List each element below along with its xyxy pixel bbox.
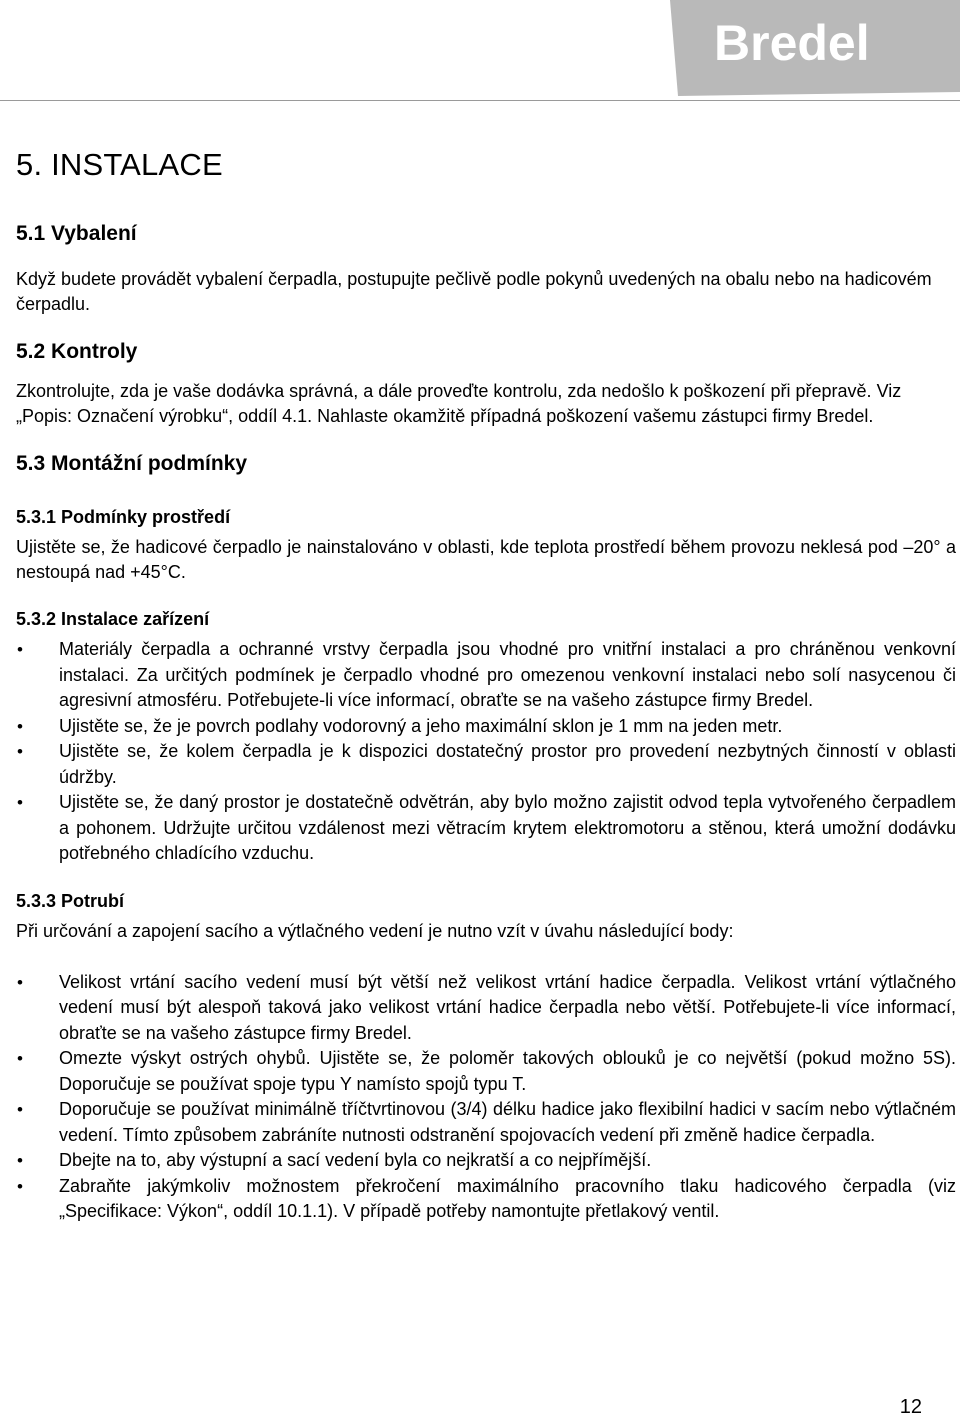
bullet-icon: •	[17, 1100, 23, 1119]
document-body	[16, 145, 956, 1225]
list-item: • Omezte výskyt ostrých ohybů. Ujistěte se, že poloměr takových oblouků je co největší (pokud možno 5S). Doporučuje se používat spoje typu Y namísto spojů typu T.	[17, 1048, 956, 1094]
list-item: • Ujistěte se, že kolem čerpadla je k dispozici dostatečný prostor pro provedení nezbytných činností v oblasti údržby.	[17, 741, 956, 787]
bullet-icon: •	[17, 1049, 23, 1068]
bullet-icon: •	[17, 640, 23, 659]
list-item: • Ujistěte se, že je povrch podlahy vodorovný a jeho maximální sklon je 1 mm na jeden metr.	[16, 714, 956, 740]
section-intro-5-3-3: Při určování a zapojení sacího a výtlačného vedení je nutno vzít v úvahu následující body:	[16, 920, 734, 941]
page-number: 12	[899, 1396, 922, 1418]
install-list	[16, 637, 956, 867]
list-item: • Materiály čerpadla a ochranné vrstvy čerpadla jsou vhodné pro vnitřní instalaci a pro chráněnou venkovní instalaci. Za určitých podmínek je čerpadlo vhodné pro omezenou venkovní instalaci nebo solí nasycenou či agresivní atmosféru. Potřebujete-li více informací, obraťte se na vašeho zástupce firmy Bredel.	[17, 639, 956, 710]
section-text-5-1: Když budete provádět vybalení čerpadla, postupujte pečlivě podle pokynů uvedených na obalu nebo na hadicovém čerpadlu.	[16, 269, 932, 314]
logo-text: Bredel	[714, 15, 870, 71]
section-text-5-2: Zkontrolujte, zda je vaše dodávka správná, a dále proveďte kontrolu, zda nedošlo k poškození při přepravě. Viz „Popis: Označení výrobku“, oddíl 4.1. Nahlaste okamžitě případná poškození vašemu zástupci firmy Bredel.	[16, 381, 902, 426]
list-item: • Doporučuje se používat minimálně tříčtvrtinovou (3/4) délku hadice jako flexibilní hadici v sacím nebo výtlačném vedení. Tímto způsobem zabráníte nutnosti odstranění spojovacích vedení při změně hadice čerpadla.	[17, 1099, 956, 1145]
bullet-icon: •	[17, 793, 23, 812]
chapter-title: 5. INSTALACE	[16, 147, 223, 182]
bullet-icon: •	[17, 742, 23, 761]
bullet-icon: •	[17, 716, 23, 736]
header-divider	[0, 100, 960, 101]
section-text-5-3-1: Ujistěte se, že hadicové čerpadlo je nainstalováno v oblasti, kde teplota prostředí během provozu neklesá pod –20° a nestoupá nad +45°C.	[16, 537, 956, 582]
bullet-icon: •	[17, 1176, 23, 1196]
piping-list	[16, 970, 956, 1225]
section-heading-5-2: 5.2 Kontroly	[16, 340, 138, 363]
bullet-icon: •	[17, 972, 23, 992]
list-item: • Dbejte na to, aby výstupní a sací vedení byla co nejkratší a co nejpřímější.	[16, 1148, 956, 1174]
bredel-logo	[668, 0, 960, 96]
section-heading-5-3-1: 5.3.1 Podmínky prostředí	[16, 507, 231, 527]
list-item: • Ujistěte se, že daný prostor je dostatečně odvětrán, aby bylo možno zajistit odvod tepla vytvořeného čerpadlem a pohonem. Udržujte určitou vzdálenost mezi větracím krytem elektromotoru a stěnou, která umožní dodávku potřebného chladícího vzduchu.	[17, 792, 956, 863]
list-item: • Velikost vrtání sacího vedení musí být větší než velikost vrtání hadice čerpadla. Velikost vrtání výtlačného vedení musí být alespoň taková jako velikost vrtání hadice čerpadla nebo větší. Potřebujete-li více informací, obraťte se na vašeho zástupce firmy Bredel.	[17, 971, 956, 1043]
section-heading-5-3-2: 5.3.2 Instalace zařízení	[16, 609, 210, 629]
bullet-icon: •	[17, 1151, 23, 1170]
list-item: • Zabraňte jakýmkoliv možnostem překročení maximálního pracovního tlaku hadicového čerpadla (viz „Specifikace: Výkon“, oddíl 10.1.1). V případě potřeby namontujte přetlakový ventil.	[17, 1175, 956, 1221]
section-heading-5-3-3: 5.3.3 Potrubí	[16, 890, 125, 911]
section-heading-5-3: 5.3 Montážní podmínky	[16, 452, 248, 475]
section-heading-5-1: 5.1 Vybalení	[16, 222, 137, 245]
